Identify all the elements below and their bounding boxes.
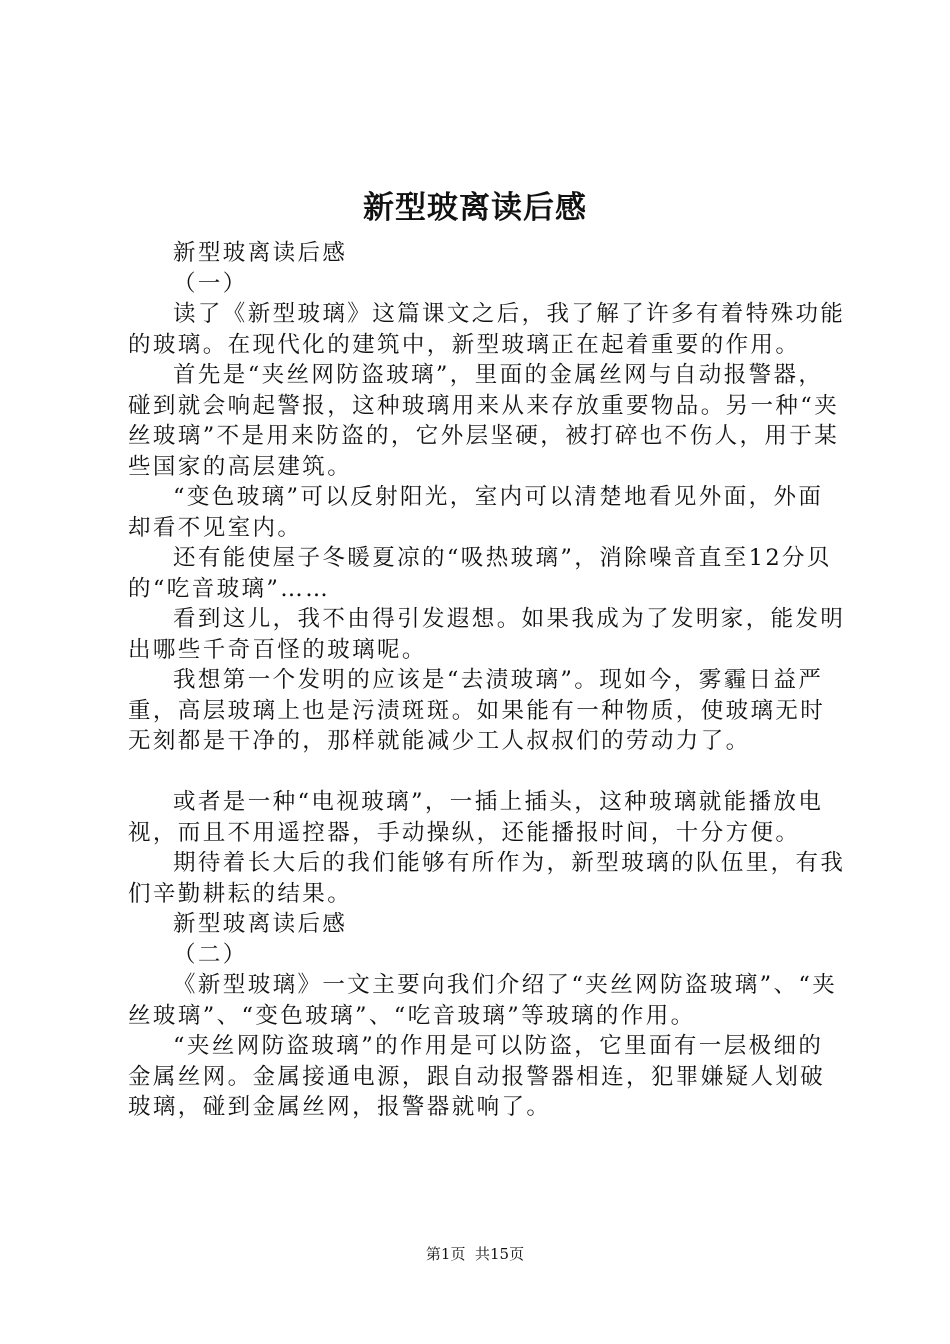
paragraph-section-1: （一） (173, 270, 248, 297)
paragraph: 我想第一个发明的应该是“去渍玻璃”。现如今，雾霾日益严重，高层玻璃上也是污渍斑斑。如果能有一种物质，使玻璃无时无刻都是干净的，那样就能减少工人叔叔们的劳动力了。 (128, 667, 826, 754)
paragraph: 或者是一种“电视玻璃”，一插上插头，这种玻璃就能播放电视，而且不用遥控器，手动操纵，还能播报时间，十分方便。 (128, 789, 824, 846)
paragraph: 还有能使屋子冬暖夏凉的“吸热玻璃”，消除噪音直至12分贝的“吃音玻璃”…… (128, 545, 832, 602)
page-total: 共15页 (475, 1245, 525, 1263)
paragraph: 首先是“夹丝网防盗玻璃”，里面的金属丝网与自动报警器，碰到就会响起警报，这种玻璃用来从来存放重要物品。另一种“夹丝玻璃”不是用来防盗的，它外层坚硬，被打碎也不伤人，用于某些国家的高层建筑。 (128, 362, 840, 480)
document-title: 新型玻离读后感 (363, 190, 587, 226)
paragraph-subtitle-2: 新型玻离读后感 (173, 911, 348, 937)
page-number: 第1页 (425, 1245, 466, 1263)
paragraph-subtitle-1: 新型玻离读后感 (173, 240, 348, 266)
paragraph: 《新型玻璃》一文主要向我们介绍了“夹丝网防盗玻璃”、“夹丝玻璃”、“变色玻璃”、“吃音玻璃”等玻璃的作用。 (128, 972, 838, 1029)
page-footer (0, 1244, 950, 1264)
paragraph-section-2: （二） (173, 941, 248, 968)
document-body (128, 238, 848, 1123)
paragraph: 读了《新型玻璃》这篇课文之后，我了解了许多有着特殊功能的玻璃。在现代化的建筑中，新型玻璃正在起着重要的作用。 (128, 301, 846, 358)
paragraph: 期待着长大后的我们能够有所作为，新型玻璃的队伍里，有我们辛勤耕耘的结果。 (128, 850, 846, 907)
paragraph: “夹丝网防盗玻璃”的作用是可以防盗，它里面有一层极细的金属丝网。金属接通电源，跟自动报警器相连，犯罪嫌疑人划破玻璃，碰到金属丝网，报警器就响了。 (128, 1033, 826, 1120)
paragraph: “变色玻璃”可以反射阳光，室内可以清楚地看见外面，外面却看不见室内。 (128, 484, 824, 541)
paragraph: 看到这儿，我不由得引发遐想。如果我成为了发明家，能发明出哪些千奇百怪的玻璃呢。 (128, 606, 846, 663)
